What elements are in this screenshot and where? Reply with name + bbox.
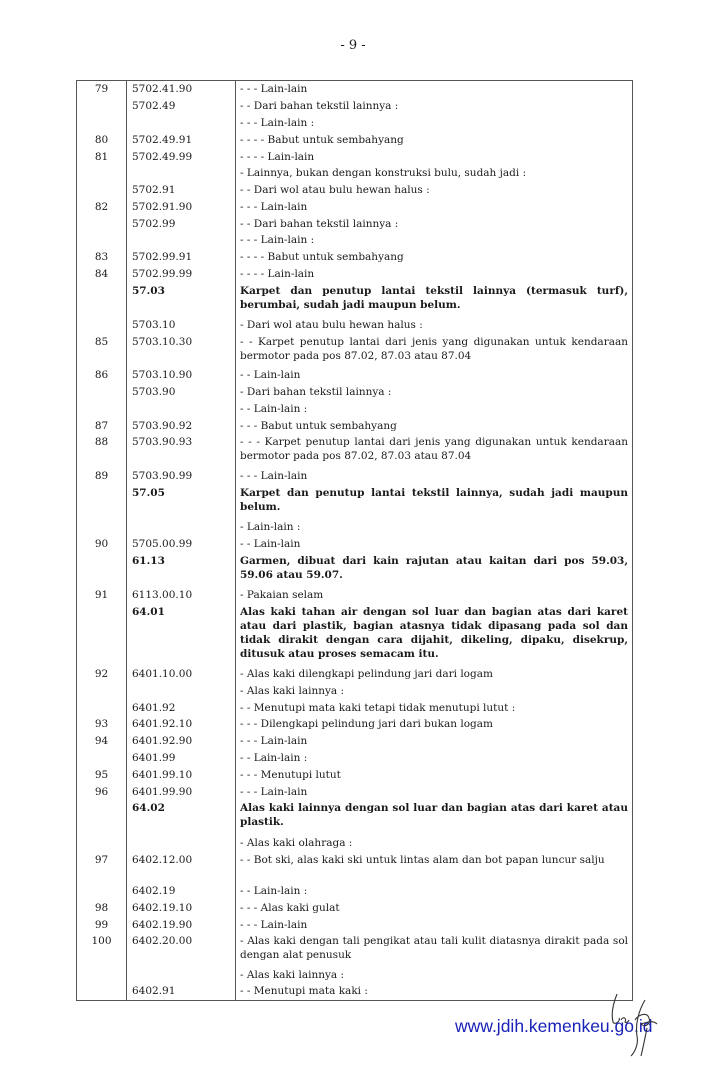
description-cell: - - - - Lain-lain: [240, 267, 315, 280]
description-cell: - - Lain-lain: [240, 369, 301, 382]
hs-code-cell: 5703.10: [127, 317, 236, 334]
tariff-table-body: [77, 81, 633, 1001]
table-row: [77, 666, 633, 683]
row-number-cell: 92: [77, 666, 127, 683]
row-number-cell: 89: [77, 467, 127, 484]
description-cell: - Alas kaki olahraga :: [240, 836, 353, 849]
row-number-cell: 85: [77, 334, 127, 367]
description-cell: - Alas kaki lainnya :: [240, 684, 345, 697]
hs-code-cell: 5702.91: [127, 182, 236, 199]
table-row: [77, 148, 633, 165]
table-row: [77, 317, 633, 334]
table-row: [77, 983, 633, 1000]
row-number-cell: 79: [77, 81, 127, 98]
table-row: [77, 266, 633, 283]
description-cell: Alas kaki lainnya dengan sol luar dan bagian atas dari karet atau plastik.: [240, 802, 628, 829]
row-number-cell: 80: [77, 131, 127, 148]
row-number-cell: [77, 115, 127, 132]
table-row: [77, 800, 633, 834]
hs-code-cell: 5703.90.92: [127, 417, 236, 434]
row-number-cell: 96: [77, 783, 127, 800]
table-row: [77, 467, 633, 484]
hs-code-cell: 6402.19: [127, 883, 236, 900]
description-cell: - Alas kaki dengan tali pengikat atau tali kulit diatasnya dirakit pada sol dengan alat penusuk: [240, 935, 628, 962]
description-cell: - Dari bahan tekstil lainnya :: [240, 386, 392, 399]
row-number-cell: 83: [77, 249, 127, 266]
row-number-cell: [77, 384, 127, 401]
hs-code-cell: 5703.90.99: [127, 467, 236, 484]
table-row: [77, 916, 633, 933]
table-row: [77, 834, 633, 851]
table-row: [77, 783, 633, 800]
table-row: [77, 699, 633, 716]
tariff-table: [76, 80, 633, 1001]
hs-code-cell: 5702.91.90: [127, 198, 236, 215]
description-cell: - - - Lain-lain: [240, 83, 308, 96]
table-row: [77, 716, 633, 733]
table-row: [77, 519, 633, 536]
description-cell: - - Lain-lain :: [240, 752, 308, 765]
table-row: [77, 851, 633, 882]
table-row: [77, 603, 633, 665]
row-number-cell: [77, 519, 127, 536]
row-number-cell: [77, 182, 127, 199]
description-cell: - - Lain-lain: [240, 537, 301, 550]
hs-code-cell: 6401.92.90: [127, 733, 236, 750]
description-cell: - - - Lain-lain: [240, 735, 308, 748]
row-number-cell: 82: [77, 198, 127, 215]
row-number-cell: 99: [77, 916, 127, 933]
table-row: [77, 401, 633, 418]
description-cell: - - Menutupi mata kaki tetapi tidak menutupi lutut :: [240, 701, 516, 714]
row-number-cell: [77, 800, 127, 834]
row-number-cell: [77, 215, 127, 232]
description-cell: - - - - Babut untuk sembahyang: [240, 251, 404, 264]
table-row: [77, 683, 633, 700]
description-cell: - - - - Babut untuk sembahyang: [240, 133, 404, 146]
description-cell: - - - Karpet penutup lantai dari jenis yang digunakan untuk kendaraan bermotor pada pos 87.02, 87.03 atau 87.04: [240, 436, 628, 463]
hs-code-cell: 64.02: [127, 800, 236, 834]
table-row: [77, 198, 633, 215]
table-row: [77, 98, 633, 115]
row-number-cell: [77, 165, 127, 182]
row-number-cell: 98: [77, 899, 127, 916]
description-cell: - - - Lain-lain: [240, 200, 308, 213]
description-cell: - - - Menutupi lutut: [240, 768, 341, 781]
row-number-cell: 91: [77, 587, 127, 604]
row-number-cell: [77, 834, 127, 851]
hs-code-cell: 57.05: [127, 484, 236, 518]
description-cell: - - - Lain-lain: [240, 918, 308, 931]
hs-code-cell: [127, 519, 236, 536]
table-row: [77, 552, 633, 586]
table-row: [77, 417, 633, 434]
hs-code-cell: 5703.10.90: [127, 367, 236, 384]
hs-code-cell: [127, 966, 236, 983]
description-cell: Karpet dan penutup lantai tekstil lainnya, sudah jadi maupun belum.: [240, 486, 628, 513]
hs-code-cell: 5703.90.93: [127, 434, 236, 467]
description-cell: - - - Lain-lain: [240, 785, 308, 798]
table-row: [77, 334, 633, 367]
description-cell: - Dari wol atau bulu hewan halus :: [240, 319, 423, 332]
row-number-cell: [77, 484, 127, 518]
table-row: [77, 883, 633, 900]
table-row: [77, 899, 633, 916]
description-cell: Garmen, dibuat dari kain rajutan atau kaitan dari pos 59.03, 59.06 atau 59.07.: [240, 554, 628, 581]
hs-code-cell: [127, 115, 236, 132]
hs-code-cell: 61.13: [127, 552, 236, 586]
table-row: [77, 434, 633, 467]
hs-code-cell: 6402.91: [127, 983, 236, 1000]
hs-code-cell: [127, 834, 236, 851]
row-number-cell: [77, 232, 127, 249]
row-number-cell: [77, 699, 127, 716]
hs-code-cell: [127, 165, 236, 182]
description-cell: - - Lain-lain :: [240, 884, 308, 897]
table-row: [77, 131, 633, 148]
description-cell: - Alas kaki dilengkapi pelindung jari dari logam: [240, 668, 493, 681]
hs-code-cell: [127, 683, 236, 700]
row-number-cell: [77, 552, 127, 586]
hs-code-cell: 6401.99: [127, 750, 236, 767]
table-row: [77, 384, 633, 401]
description-cell: - Lainnya, bukan dengan konstruksi bulu, sudah jadi :: [240, 167, 527, 180]
table-row: [77, 232, 633, 249]
description-cell: Alas kaki tahan air dengan sol luar dan bagian atas dari karet atau dari plastik, bagian atasnya tidak dipasang pada sol dan tidak dirakit dengan cara dijahit, dikeling, dipaku, disekrup, ditusuk atau proses semacam itu.: [240, 605, 628, 660]
description-cell: - - - Lain-lain :: [240, 116, 315, 129]
description-cell: - - - Alas kaki gulat: [240, 901, 340, 914]
table-row: [77, 249, 633, 266]
row-number-cell: 87: [77, 417, 127, 434]
hs-code-cell: 5703.90: [127, 384, 236, 401]
row-number-cell: [77, 317, 127, 334]
row-number-cell: [77, 750, 127, 767]
table-row: [77, 282, 633, 316]
table-row: [77, 933, 633, 966]
hs-code-cell: 6401.92.10: [127, 716, 236, 733]
table-row: [77, 182, 633, 199]
row-number-cell: [77, 603, 127, 665]
footer-website-link[interactable]: www.jdih.kemenkeu.go.id: [455, 1016, 653, 1036]
hs-code-cell: 6402.20.00: [127, 933, 236, 966]
table-row: [77, 587, 633, 604]
description-cell: - - Dari bahan tekstil lainnya :: [240, 100, 399, 113]
row-number-cell: [77, 966, 127, 983]
page-number: - 9 -: [340, 38, 366, 53]
hs-code-cell: 57.03: [127, 282, 236, 316]
description-cell: - - Karpet penutup lantai dari jenis yang digunakan untuk kendaraan bermotor pada pos 87.02, 87.03 atau 87.04: [240, 335, 628, 362]
table-row: [77, 484, 633, 518]
hs-code-cell: 5702.41.90: [127, 81, 236, 98]
table-row: [77, 165, 633, 182]
table-row: [77, 535, 633, 552]
hs-code-cell: 5703.10.30: [127, 334, 236, 367]
hs-code-cell: 5705.00.99: [127, 535, 236, 552]
description-cell: - - - Dilengkapi pelindung jari dari bukan logam: [240, 718, 493, 731]
table-row: [77, 81, 633, 98]
hs-code-cell: 5702.99.99: [127, 266, 236, 283]
hs-code-cell: 6401.92: [127, 699, 236, 716]
row-number-cell: 81: [77, 148, 127, 165]
description-cell: - - Lain-lain :: [240, 402, 308, 415]
row-number-cell: [77, 683, 127, 700]
description-cell: - - Dari bahan tekstil lainnya :: [240, 217, 399, 230]
hs-code-cell: 5702.49.99: [127, 148, 236, 165]
row-number-cell: [77, 883, 127, 900]
table-row: [77, 115, 633, 132]
hs-code-cell: 5702.99.91: [127, 249, 236, 266]
description-cell: Karpet dan penutup lantai tekstil lainnya (termasuk turf), berumbai, sudah jadi maupun belum.: [240, 284, 628, 311]
description-cell: - - - Lain-lain: [240, 469, 308, 482]
table-row: [77, 367, 633, 384]
row-number-cell: 84: [77, 266, 127, 283]
table-row: [77, 733, 633, 750]
table-row: [77, 750, 633, 767]
description-cell: - - - Babut untuk sembahyang: [240, 419, 397, 432]
description-cell: - - - - Lain-lain: [240, 150, 315, 163]
row-number-cell: 97: [77, 851, 127, 882]
description-cell: - - - Lain-lain :: [240, 234, 315, 247]
description-cell: - - Bot ski, alas kaki ski untuk lintas alam dan bot papan luncur salju: [240, 853, 605, 866]
hs-code-cell: [127, 232, 236, 249]
row-number-cell: [77, 282, 127, 316]
row-number-cell: 88: [77, 434, 127, 467]
hs-code-cell: 5702.49.91: [127, 131, 236, 148]
hs-code-cell: 64.01: [127, 603, 236, 665]
hs-code-cell: 6113.00.10: [127, 587, 236, 604]
description-cell: - - Dari wol atau bulu hewan halus :: [240, 184, 430, 197]
row-number-cell: 90: [77, 535, 127, 552]
hs-code-cell: 6401.10.00: [127, 666, 236, 683]
hs-code-cell: 5702.49: [127, 98, 236, 115]
hs-code-cell: 6402.19.90: [127, 916, 236, 933]
hs-code-cell: 5702.99: [127, 215, 236, 232]
hs-code-cell: 6401.99.10: [127, 766, 236, 783]
signature-initials: [595, 990, 670, 1060]
table-row: [77, 766, 633, 783]
hs-code-cell: [127, 401, 236, 418]
description-cell: - Lain-lain :: [240, 521, 301, 534]
row-number-cell: [77, 401, 127, 418]
row-number-cell: [77, 98, 127, 115]
row-number-cell: [77, 983, 127, 1000]
row-number-cell: 94: [77, 733, 127, 750]
hs-code-cell: 6402.12.00: [127, 851, 236, 882]
table-row: [77, 215, 633, 232]
row-number-cell: 100: [77, 933, 127, 966]
row-number-cell: 95: [77, 766, 127, 783]
description-cell: - - Menutupi mata kaki :: [240, 985, 368, 998]
row-number-cell: 86: [77, 367, 127, 384]
description-cell: - Pakaian selam: [240, 588, 324, 601]
row-number-cell: 93: [77, 716, 127, 733]
table-row: [77, 966, 633, 983]
hs-code-cell: 6402.19.10: [127, 899, 236, 916]
hs-code-cell: 6401.99.90: [127, 783, 236, 800]
description-cell: - Alas kaki lainnya :: [240, 968, 345, 981]
